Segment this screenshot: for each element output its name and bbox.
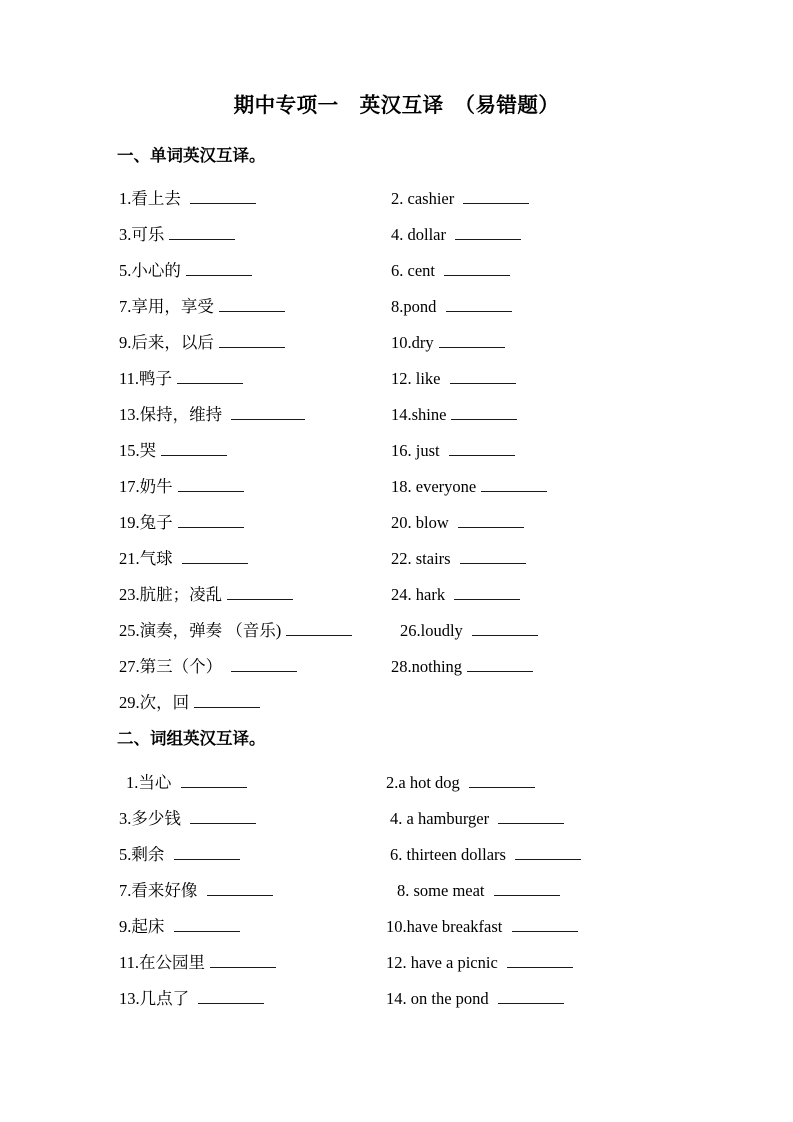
section-heading-phrases: 二、词组英汉互译。 (117, 730, 266, 748)
exercise-item-15 (119, 438, 227, 464)
exercise-item-26 (400, 618, 538, 644)
exercise-item-number: 22. (391, 549, 416, 568)
exercise-item-text: 当心 (138, 773, 176, 792)
phrase-item-7 (119, 878, 273, 904)
exercise-item-number: 7. (119, 297, 132, 316)
exercise-row (0, 294, 793, 330)
exercise-item-14 (391, 402, 517, 428)
exercise-item-text: 可乐 (131, 225, 165, 244)
exercise-row (0, 402, 793, 438)
exercise-item-number: 9. (119, 917, 132, 936)
exercise-item-1 (119, 186, 256, 212)
phrase-item-1 (126, 770, 247, 796)
exercise-item-text: 多少钱 (131, 809, 185, 828)
exercise-item-17 (119, 474, 244, 500)
exercise-item-29 (119, 690, 260, 716)
answer-blank[interactable] (182, 548, 248, 564)
exercise-item-3 (119, 222, 235, 248)
answer-blank[interactable] (515, 844, 581, 860)
exercise-row (0, 474, 793, 510)
exercise-item-text: 次，回 (139, 693, 190, 712)
exercise-item-text: 鸭子 (139, 369, 173, 388)
answer-blank[interactable] (439, 332, 505, 348)
exercise-item-text: 几点了 (139, 989, 194, 1008)
answer-blank[interactable] (174, 916, 240, 932)
exercise-item-text: blow (415, 513, 453, 532)
answer-blank[interactable] (286, 620, 352, 636)
answer-blank[interactable] (460, 548, 526, 564)
exercise-item-9 (119, 330, 285, 356)
phrase-item-8 (397, 878, 560, 904)
exercise-item-text: 保持，维持 (139, 405, 227, 424)
answer-blank[interactable] (449, 440, 515, 456)
exercise-row (0, 842, 793, 878)
answer-blank[interactable] (467, 656, 533, 672)
answer-blank[interactable] (210, 952, 276, 968)
exercise-item-text: just (415, 441, 444, 460)
exercise-item-28 (391, 654, 533, 680)
exercise-item-text: 在公园里 (139, 953, 206, 972)
exercise-item-text: dry (411, 333, 434, 352)
answer-blank[interactable] (194, 692, 260, 708)
exercise-item-number: 8. (391, 297, 404, 316)
exercise-item-number: 12. (386, 953, 411, 972)
answer-blank[interactable] (444, 260, 510, 276)
exercise-row (0, 914, 793, 950)
exercise-item-text: 演奏，弹奏 （音乐) (139, 621, 282, 640)
exercise-item-number: 10. (391, 333, 412, 352)
exercise-row (0, 186, 793, 222)
phrase-item-13 (119, 986, 264, 1012)
exercise-item-5 (119, 258, 252, 284)
exercise-item-text: 后来，以后 (131, 333, 214, 352)
exercise-item-text: shine (411, 405, 447, 424)
exercise-item-12 (391, 366, 516, 392)
exercise-item-number: 17. (119, 477, 140, 496)
page-title: 期中专项一 英汉互译 （易错题） (233, 94, 560, 117)
answer-blank[interactable] (219, 296, 285, 312)
exercise-item-number: 18. (391, 477, 416, 496)
answer-blank[interactable] (186, 260, 252, 276)
exercise-item-8 (391, 294, 512, 320)
exercise-item-text: pond (403, 297, 441, 316)
exercise-item-number: 7. (119, 881, 132, 900)
answer-blank[interactable] (174, 844, 240, 860)
exercise-row (0, 690, 793, 726)
exercise-item-text: 看来好像 (131, 881, 202, 900)
exercise-item-text: 小心的 (131, 261, 181, 280)
answer-blank[interactable] (494, 880, 560, 896)
exercise-item-text: dollar (407, 225, 451, 244)
exercise-item-text: 起床 (131, 917, 169, 936)
exercise-row (0, 878, 793, 914)
answer-blank[interactable] (161, 440, 227, 456)
exercise-item-number: 11. (119, 953, 140, 972)
answer-blank[interactable] (454, 584, 520, 600)
exercise-item-text: 兔子 (139, 513, 173, 532)
exercise-item-text: 剩余 (131, 845, 169, 864)
phrase-item-4 (390, 806, 564, 832)
exercise-row (0, 546, 793, 582)
answer-blank[interactable] (512, 916, 578, 932)
answer-blank[interactable] (227, 584, 293, 600)
exercise-item-number: 14. (386, 989, 411, 1008)
answer-blank[interactable] (181, 772, 247, 788)
exercise-item-text: have breakfast (406, 917, 507, 936)
answer-blank[interactable] (190, 188, 256, 204)
exercise-item-number: 9. (119, 333, 132, 352)
exercise-item-11 (119, 366, 243, 392)
answer-blank[interactable] (190, 808, 256, 824)
answer-blank[interactable] (231, 404, 305, 420)
exercise-item-27 (119, 654, 297, 680)
answer-blank[interactable] (450, 368, 516, 384)
exercise-item-4 (391, 222, 521, 248)
answer-blank[interactable] (178, 476, 244, 492)
answer-blank[interactable] (178, 512, 244, 528)
exercise-item-text: 奶牛 (139, 477, 173, 496)
answer-blank[interactable] (219, 332, 285, 348)
exercise-item-7 (119, 294, 285, 320)
exercise-row (0, 222, 793, 258)
exercise-item-number: 24. (391, 585, 416, 604)
phrase-item-5 (119, 842, 240, 868)
exercise-item-number: 26. (400, 621, 421, 640)
exercise-item-number: 16. (391, 441, 416, 460)
answer-blank[interactable] (169, 224, 235, 240)
exercise-item-text: 肮脏；凌乱 (139, 585, 223, 604)
exercise-item-text: on the pond (410, 989, 493, 1008)
exercise-item-text: nothing (411, 657, 463, 676)
exercise-item-number: 23. (119, 585, 140, 604)
exercise-item-text: a hot dog (398, 773, 464, 792)
exercise-item-6 (391, 258, 510, 284)
answer-blank[interactable] (458, 512, 524, 528)
exercise-item-number: 15. (119, 441, 140, 460)
exercise-row (0, 582, 793, 618)
exercise-item-number: 8. (397, 881, 414, 900)
exercise-item-number: 13. (119, 405, 140, 424)
exercise-row (0, 806, 793, 842)
answer-blank[interactable] (469, 772, 535, 788)
exercise-item-18 (391, 474, 547, 500)
exercise-item-text: everyone (415, 477, 477, 496)
exercise-item-21 (119, 546, 248, 572)
exercise-item-13 (119, 402, 305, 428)
answer-blank[interactable] (446, 296, 512, 312)
phrase-item-2 (386, 770, 535, 796)
exercise-item-number: 6. (390, 845, 407, 864)
phrase-item-10 (386, 914, 578, 940)
answer-blank[interactable] (498, 988, 564, 1004)
exercise-item-text: cashier (407, 189, 459, 208)
exercise-item-23 (119, 582, 293, 608)
phrase-item-9 (119, 914, 240, 940)
exercise-item-number: 10. (386, 917, 407, 936)
answer-blank[interactable] (198, 988, 264, 1004)
exercise-item-text: a hamburger (406, 809, 494, 828)
exercise-item-22 (391, 546, 526, 572)
exercise-item-number: 5. (119, 261, 132, 280)
exercise-item-text: 哭 (139, 441, 157, 460)
exercise-item-number: 29. (119, 693, 140, 712)
exercise-item-16 (391, 438, 515, 464)
exercise-row (0, 438, 793, 474)
exercise-row (0, 330, 793, 366)
exercise-item-number: 6. (391, 261, 408, 280)
section-heading-words: 一、单词英汉互译。 (117, 147, 266, 165)
exercise-item-number: 25. (119, 621, 140, 640)
phrase-item-12 (386, 950, 573, 976)
exercise-item-number: 19. (119, 513, 140, 532)
exercise-row (0, 366, 793, 402)
answer-blank[interactable] (472, 620, 538, 636)
exercise-item-number: 2. (386, 773, 399, 792)
exercise-row (0, 258, 793, 294)
exercise-row (0, 510, 793, 546)
exercise-item-number: 1. (119, 189, 132, 208)
exercise-item-text: 第三（个） (139, 657, 227, 676)
answer-blank[interactable] (207, 880, 273, 896)
exercise-item-10 (391, 330, 505, 356)
exercise-item-number: 3. (119, 225, 132, 244)
exercise-item-number: 4. (390, 809, 407, 828)
exercise-item-text: some meat (413, 881, 489, 900)
phrase-item-11 (119, 950, 276, 976)
exercise-item-19 (119, 510, 244, 536)
exercise-item-text: cent (407, 261, 440, 280)
answer-blank[interactable] (231, 656, 297, 672)
phrase-item-14 (386, 986, 564, 1012)
phrase-item-6 (390, 842, 581, 868)
exercise-item-number: 5. (119, 845, 132, 864)
exercise-item-number: 21. (119, 549, 140, 568)
exercise-item-25 (119, 618, 352, 644)
answer-blank[interactable] (177, 368, 243, 384)
phrase-item-3 (119, 806, 256, 832)
answer-blank[interactable] (481, 476, 547, 492)
exercise-item-text: hark (415, 585, 450, 604)
exercise-item-2 (391, 186, 529, 212)
exercise-item-text: 享用，享受 (131, 297, 214, 316)
answer-blank[interactable] (455, 224, 521, 240)
exercise-item-text: stairs (415, 549, 455, 568)
exercise-item-text: 看上去 (131, 189, 185, 208)
answer-blank[interactable] (451, 404, 517, 420)
answer-blank[interactable] (507, 952, 573, 968)
exercise-item-number: 28. (391, 657, 412, 676)
exercise-item-number: 27. (119, 657, 140, 676)
answer-blank[interactable] (463, 188, 529, 204)
exercise-item-number: 11. (119, 369, 140, 388)
exercise-item-number: 4. (391, 225, 408, 244)
exercise-item-number: 2. (391, 189, 408, 208)
exercise-item-24 (391, 582, 520, 608)
answer-blank[interactable] (498, 808, 564, 824)
exercise-row (0, 618, 793, 654)
exercise-item-text: have a picnic (410, 953, 502, 972)
exercise-item-text: thirteen dollars (406, 845, 511, 864)
exercise-item-number: 1. (126, 773, 139, 792)
exercise-item-number: 12. (391, 369, 416, 388)
exercise-item-number: 3. (119, 809, 132, 828)
exercise-item-text: like (415, 369, 445, 388)
exercise-row (0, 950, 793, 986)
exercise-item-number: 13. (119, 989, 140, 1008)
exercise-item-text: 气球 (139, 549, 177, 568)
exercise-item-number: 20. (391, 513, 416, 532)
exercise-item-20 (391, 510, 524, 536)
exercise-row (0, 770, 793, 806)
exercise-item-text: loudly (420, 621, 467, 640)
exercise-row (0, 654, 793, 690)
exercise-row (0, 986, 793, 1022)
exercise-item-number: 14. (391, 405, 412, 424)
